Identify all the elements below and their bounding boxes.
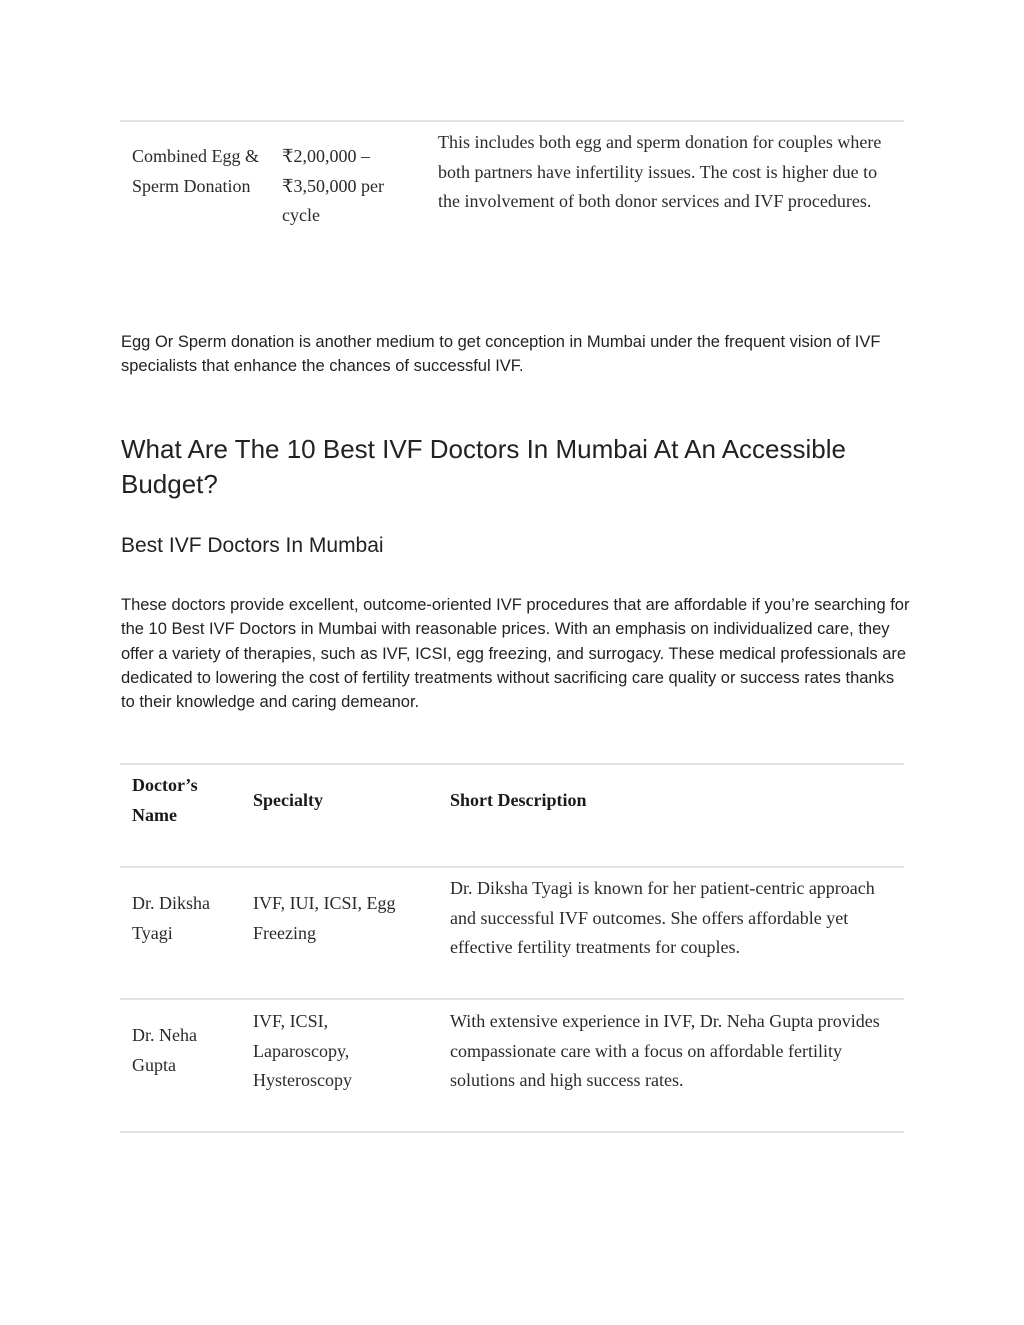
- doctor-name-cell: Dr. Diksha Tyagi: [132, 893, 210, 943]
- doctors-table-row-divider: [120, 866, 904, 868]
- doctor-description-cell: Dr. Diksha Tyagi is known for her patient-centric approach and successful IVF outcomes. She offers affordable yet effective fertility treatments for couples.: [450, 878, 875, 957]
- header-short-description: Short Description: [450, 790, 587, 810]
- doctors-table-bottom-border: [120, 1131, 904, 1133]
- donation-table-top-border: [120, 120, 904, 122]
- intro-paragraph: These doctors provide excellent, outcome-oriented IVF procedures that are affordable if you’re searching for the 10 Best IVF Doctors in Mumbai with reasonable prices. With an emphasis on individualized care, they offer a variety of therapies, such as IVF, ICSI, egg freezing, and surrogacy. These medical professionals are dedicated to lowering the cost of fertility treatments without sacrificing care quality or success rates thanks to their knowledge and caring demeanor.: [121, 596, 910, 712]
- doctor-specialty-cell: IVF, IUI, ICSI, Egg Freezing: [253, 893, 396, 943]
- donation-cost-cell: ₹2,00,000 – ₹3,50,000 per cycle: [282, 146, 384, 225]
- doctors-table-row-divider: [120, 998, 904, 1000]
- doctors-table-top-border: [120, 763, 904, 765]
- header-doctor-name: Doctor’s Name: [132, 775, 198, 825]
- doctor-specialty-cell: IVF, ICSI, Laparoscopy, Hysteroscopy: [253, 1011, 352, 1090]
- section-heading: What Are The 10 Best IVF Doctors In Mumbai At An Accessible Budget?: [121, 434, 846, 499]
- header-specialty: Specialty: [253, 790, 323, 810]
- donation-description-cell: This includes both egg and sperm donation for couples where both partners have infertility issues. The cost is higher due to the involvement of both donor services and IVF procedures.: [438, 132, 882, 211]
- doctor-name-cell: Dr. Neha Gupta: [132, 1025, 197, 1075]
- section-subheading: Best IVF Doctors In Mumbai: [121, 534, 384, 557]
- doctor-description-cell: With extensive experience in IVF, Dr. Neha Gupta provides compassionate care with a focus on affordable fertility solutions and high success rates.: [450, 1011, 880, 1090]
- donation-note: Egg Or Sperm donation is another medium to get conception in Mumbai under the frequent vision of IVF specialists that enhance the chances of successful IVF.: [121, 333, 881, 376]
- donation-type-cell: Combined Egg & Sperm Donation: [132, 146, 259, 196]
